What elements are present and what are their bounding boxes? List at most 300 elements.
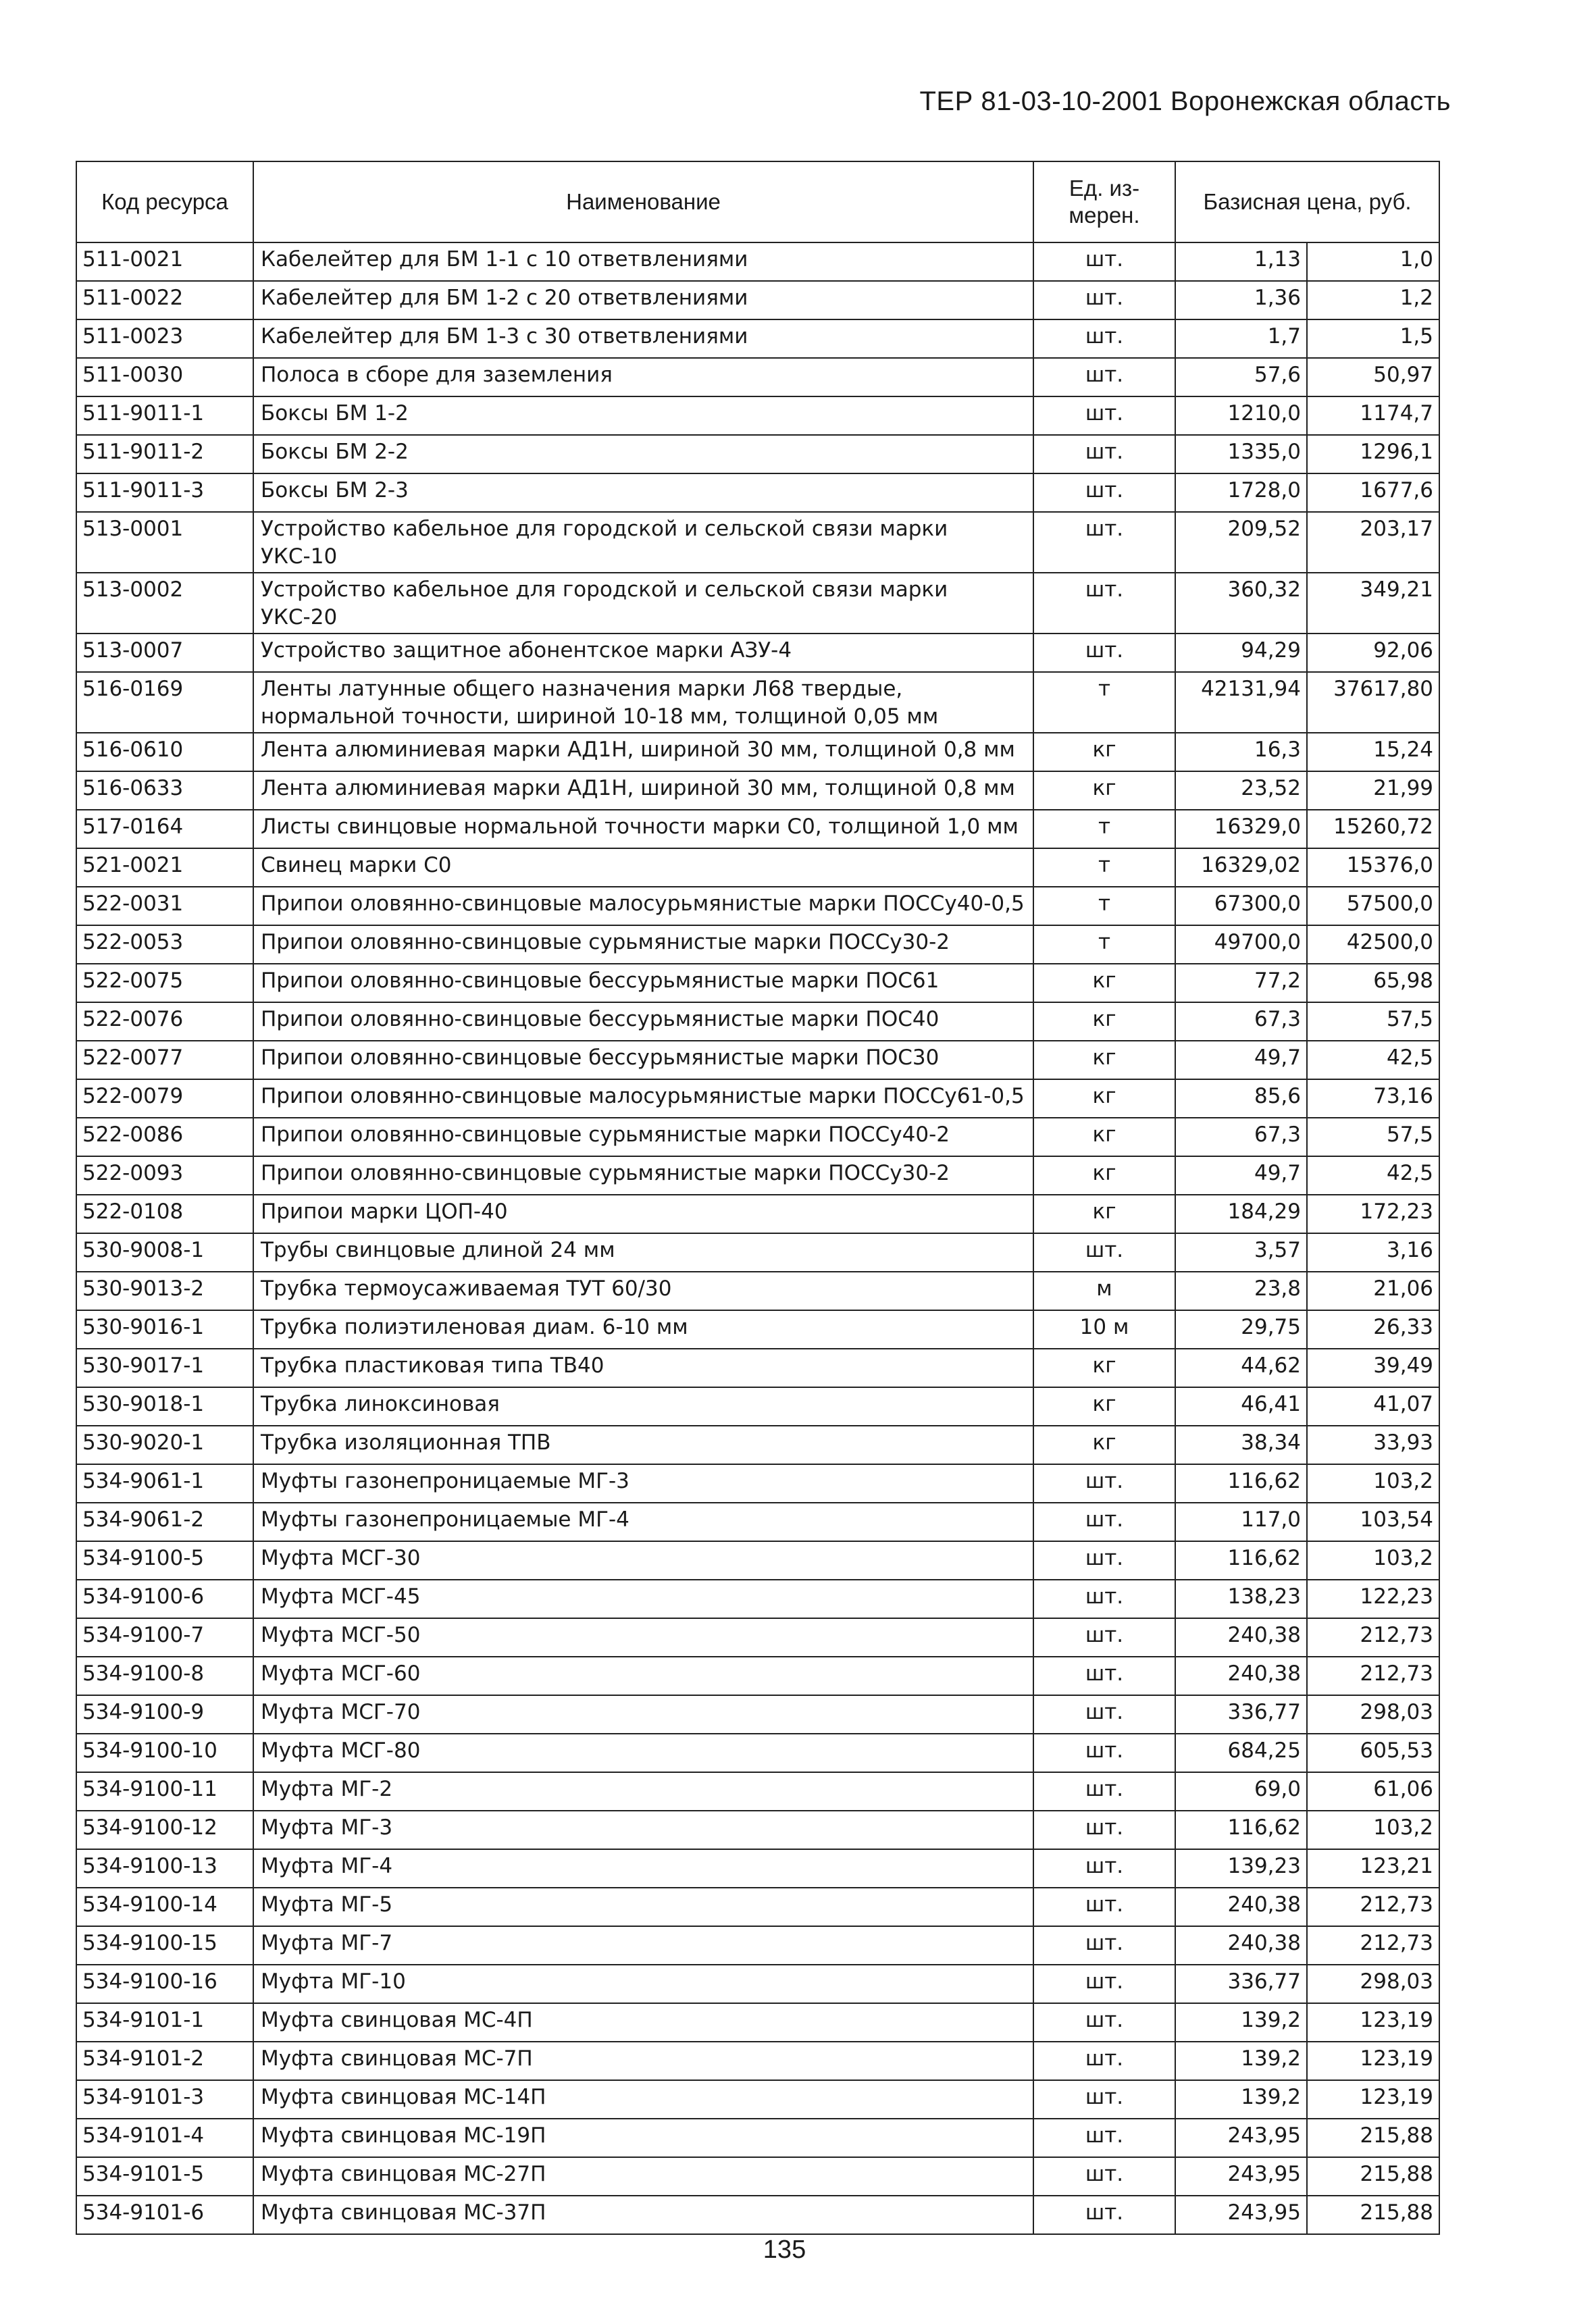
price-alt-cell: 42,5 <box>1307 1041 1439 1079</box>
item-name-cell: Муфта свинцовая МС-4П <box>253 2003 1033 2042</box>
unit-cell: кг <box>1033 1156 1175 1195</box>
resource-code-cell: 534-9100-14 <box>76 1888 253 1926</box>
price-cell: 23,52 <box>1175 771 1307 810</box>
price-cell: 1,13 <box>1175 242 1307 281</box>
table-row <box>76 1695 1439 1734</box>
resource-code-cell: 522-0079 <box>76 1079 253 1118</box>
resource-code-cell: 534-9100-6 <box>76 1580 253 1618</box>
price-cell: 117,0 <box>1175 1503 1307 1541</box>
item-name-cell: Муфты газонепроницаемые МГ-4 <box>253 1503 1033 1541</box>
table-row <box>76 810 1439 848</box>
price-cell: 49700,0 <box>1175 925 1307 964</box>
resource-code-cell: 530-9008-1 <box>76 1233 253 1272</box>
price-alt-cell: 57,5 <box>1307 1002 1439 1041</box>
resource-code-cell: 511-9011-3 <box>76 473 253 512</box>
price-cell: 67,3 <box>1175 1002 1307 1041</box>
table-row <box>76 2119 1439 2157</box>
unit-cell: шт. <box>1033 358 1175 396</box>
table-row <box>76 1618 1439 1657</box>
unit-cell: шт. <box>1033 1503 1175 1541</box>
price-alt-cell: 298,03 <box>1307 1965 1439 2003</box>
unit-cell: шт. <box>1033 242 1175 281</box>
price-alt-cell: 298,03 <box>1307 1695 1439 1734</box>
resource-code-cell: 534-9100-5 <box>76 1541 253 1580</box>
unit-cell: шт. <box>1033 1618 1175 1657</box>
price-cell: 49,7 <box>1175 1041 1307 1079</box>
price-cell: 1728,0 <box>1175 473 1307 512</box>
item-name-cell: Трубка термоусаживаемая ТУТ 60/30 <box>253 1272 1033 1310</box>
resource-code-cell: 522-0053 <box>76 925 253 964</box>
price-alt-cell: 172,23 <box>1307 1195 1439 1233</box>
price-alt-cell: 1,0 <box>1307 242 1439 281</box>
price-cell: 3,57 <box>1175 1233 1307 1272</box>
unit-cell: т <box>1033 848 1175 887</box>
unit-cell: м <box>1033 1272 1175 1310</box>
table-row <box>76 435 1439 473</box>
resource-code-cell: 516-0610 <box>76 733 253 771</box>
price-alt-cell: 1,5 <box>1307 319 1439 358</box>
price-alt-cell: 212,73 <box>1307 1618 1439 1657</box>
resource-code-cell: 530-9016-1 <box>76 1310 253 1349</box>
table-row <box>76 848 1439 887</box>
unit-cell: шт. <box>1033 1695 1175 1734</box>
price-cell: 184,29 <box>1175 1195 1307 1233</box>
price-cell: 69,0 <box>1175 1772 1307 1811</box>
resource-code-cell: 511-0022 <box>76 281 253 319</box>
table-row <box>76 473 1439 512</box>
price-alt-cell: 39,49 <box>1307 1349 1439 1387</box>
table-row <box>76 1464 1439 1503</box>
item-name-cell: Муфта МГ-7 <box>253 1926 1033 1965</box>
item-name-cell: Устройство защитное абонентское марки АЗУ-4 <box>253 634 1033 672</box>
item-name-cell: Муфта МСГ-80 <box>253 1734 1033 1772</box>
resource-code-cell: 534-9101-2 <box>76 2042 253 2080</box>
item-name-cell: Муфта свинцовая МС-27П <box>253 2157 1033 2196</box>
price-alt-cell: 212,73 <box>1307 1888 1439 1926</box>
resource-code-cell: 513-0002 <box>76 573 253 634</box>
unit-cell: 10 м <box>1033 1310 1175 1349</box>
price-alt-cell: 103,2 <box>1307 1464 1439 1503</box>
resource-code-cell: 534-9100-7 <box>76 1618 253 1657</box>
table-row <box>76 925 1439 964</box>
resource-code-cell: 516-0633 <box>76 771 253 810</box>
price-cell: 240,38 <box>1175 1657 1307 1695</box>
item-name-cell: Боксы БМ 2-2 <box>253 435 1033 473</box>
resource-code-cell: 511-0030 <box>76 358 253 396</box>
item-name-cell: Муфта МСГ-45 <box>253 1580 1033 1618</box>
column-header-unit: Ед. из- мерен. <box>1033 161 1175 242</box>
table-row <box>76 771 1439 810</box>
price-alt-cell: 122,23 <box>1307 1580 1439 1618</box>
resource-code-cell: 530-9020-1 <box>76 1426 253 1464</box>
resource-code-cell: 530-9017-1 <box>76 1349 253 1387</box>
price-alt-cell: 123,21 <box>1307 1849 1439 1888</box>
price-cell: 209,52 <box>1175 512 1307 573</box>
item-name-cell: Листы свинцовые нормальной точности марки С0, толщиной 1,0 мм <box>253 810 1033 848</box>
price-alt-cell: 349,21 <box>1307 573 1439 634</box>
price-alt-cell: 215,88 <box>1307 2196 1439 2234</box>
price-alt-cell: 61,06 <box>1307 1772 1439 1811</box>
table-row <box>76 1888 1439 1926</box>
resource-code-cell: 513-0007 <box>76 634 253 672</box>
unit-cell: кг <box>1033 1079 1175 1118</box>
item-name-cell: Лента алюминиевая марки АД1Н, шириной 30 мм, толщиной 0,8 мм <box>253 733 1033 771</box>
table-row <box>76 1734 1439 1772</box>
price-cell: 243,95 <box>1175 2157 1307 2196</box>
item-name-cell: Припои оловянно-свинцовые сурьмянистые марки ПОССу40-2 <box>253 1118 1033 1156</box>
item-name-cell: Муфта МГ-2 <box>253 1772 1033 1811</box>
unit-cell: шт. <box>1033 435 1175 473</box>
table-row <box>76 1772 1439 1811</box>
price-cell: 44,62 <box>1175 1349 1307 1387</box>
table-row <box>76 396 1439 435</box>
price-cell: 38,34 <box>1175 1426 1307 1464</box>
unit-cell: шт. <box>1033 319 1175 358</box>
unit-cell: шт. <box>1033 634 1175 672</box>
resource-code-cell: 534-9100-9 <box>76 1695 253 1734</box>
column-header-price: Базисная цена, руб. <box>1175 161 1439 242</box>
item-name-cell: Муфта свинцовая МС-37П <box>253 2196 1033 2234</box>
item-name-cell: Свинец марки С0 <box>253 848 1033 887</box>
resource-code-cell: 522-0077 <box>76 1041 253 1079</box>
item-name-cell: Устройство кабельное для городской и сельской связи марки УКС-20 <box>253 573 1033 634</box>
item-name-cell: Припои оловянно-свинцовые малосурьмянистые марки ПОССу40-0,5 <box>253 887 1033 925</box>
resource-code-cell: 511-9011-1 <box>76 396 253 435</box>
price-alt-cell: 37617,80 <box>1307 672 1439 733</box>
resource-code-cell: 534-9101-4 <box>76 2119 253 2157</box>
resource-code-cell: 516-0169 <box>76 672 253 733</box>
unit-cell: кг <box>1033 964 1175 1002</box>
table-row <box>76 964 1439 1002</box>
price-alt-cell: 42,5 <box>1307 1156 1439 1195</box>
table-row <box>76 1387 1439 1426</box>
price-cell: 49,7 <box>1175 1156 1307 1195</box>
price-alt-cell: 1296,1 <box>1307 435 1439 473</box>
item-name-cell: Муфты газонепроницаемые МГ-3 <box>253 1464 1033 1503</box>
item-name-cell: Муфта МСГ-60 <box>253 1657 1033 1695</box>
item-name-cell: Муфта свинцовая МС-7П <box>253 2042 1033 2080</box>
unit-cell: кг <box>1033 1387 1175 1426</box>
unit-cell: кг <box>1033 771 1175 810</box>
price-cell: 46,41 <box>1175 1387 1307 1426</box>
item-name-cell: Трубка полиэтиленовая диам. 6-10 мм <box>253 1310 1033 1349</box>
resource-code-cell: 534-9100-10 <box>76 1734 253 1772</box>
table-row <box>76 1811 1439 1849</box>
table-row <box>76 281 1439 319</box>
item-name-cell: Трубка изоляционная ТПВ <box>253 1426 1033 1464</box>
item-name-cell: Муфта МСГ-70 <box>253 1695 1033 1734</box>
resource-code-cell: 522-0031 <box>76 887 253 925</box>
resource-code-cell: 521-0021 <box>76 848 253 887</box>
unit-cell: шт. <box>1033 1965 1175 2003</box>
price-cell: 243,95 <box>1175 2196 1307 2234</box>
unit-cell: шт. <box>1033 573 1175 634</box>
resource-code-cell: 534-9100-16 <box>76 1965 253 2003</box>
table-header-row <box>76 161 1439 242</box>
column-header-name: Наименование <box>253 161 1033 242</box>
price-alt-cell: 203,17 <box>1307 512 1439 573</box>
price-alt-cell: 33,93 <box>1307 1426 1439 1464</box>
unit-cell: шт. <box>1033 1541 1175 1580</box>
table-row <box>76 1657 1439 1695</box>
price-alt-cell: 92,06 <box>1307 634 1439 672</box>
unit-cell: шт. <box>1033 2157 1175 2196</box>
resource-code-cell: 530-9013-2 <box>76 1272 253 1310</box>
unit-cell: шт. <box>1033 1811 1175 1849</box>
resource-code-cell: 511-0021 <box>76 242 253 281</box>
price-cell: 240,38 <box>1175 1888 1307 1926</box>
table-row <box>76 1041 1439 1079</box>
price-alt-cell: 21,99 <box>1307 771 1439 810</box>
price-alt-cell: 3,16 <box>1307 1233 1439 1272</box>
price-cell: 240,38 <box>1175 1926 1307 1965</box>
item-name-cell: Трубка линоксиновая <box>253 1387 1033 1426</box>
item-name-cell: Лента алюминиевая марки АД1Н, шириной 30 мм, толщиной 0,8 мм <box>253 771 1033 810</box>
item-name-cell: Муфта МСГ-30 <box>253 1541 1033 1580</box>
table-row <box>76 319 1439 358</box>
price-alt-cell: 212,73 <box>1307 1926 1439 1965</box>
table-row <box>76 1156 1439 1195</box>
price-cell: 67300,0 <box>1175 887 1307 925</box>
price-cell: 16,3 <box>1175 733 1307 771</box>
price-alt-cell: 57500,0 <box>1307 887 1439 925</box>
table-row <box>76 1426 1439 1464</box>
price-alt-cell: 73,16 <box>1307 1079 1439 1118</box>
price-alt-cell: 605,53 <box>1307 1734 1439 1772</box>
price-alt-cell: 26,33 <box>1307 1310 1439 1349</box>
item-name-cell: Боксы БМ 1-2 <box>253 396 1033 435</box>
price-alt-cell: 15260,72 <box>1307 810 1439 848</box>
price-cell: 1335,0 <box>1175 435 1307 473</box>
unit-cell: т <box>1033 925 1175 964</box>
item-name-cell: Муфта свинцовая МС-14П <box>253 2080 1033 2119</box>
table-row <box>76 512 1439 573</box>
table-row <box>76 887 1439 925</box>
resource-code-cell: 522-0075 <box>76 964 253 1002</box>
resource-code-cell: 517-0164 <box>76 810 253 848</box>
price-alt-cell: 42500,0 <box>1307 925 1439 964</box>
price-alt-cell: 215,88 <box>1307 2119 1439 2157</box>
table-row <box>76 2157 1439 2196</box>
price-cell: 1210,0 <box>1175 396 1307 435</box>
item-name-cell: Припои оловянно-свинцовые малосурьмянистые марки ПОССу61-0,5 <box>253 1079 1033 1118</box>
price-alt-cell: 1,2 <box>1307 281 1439 319</box>
unit-cell: т <box>1033 887 1175 925</box>
table-row <box>76 1310 1439 1349</box>
price-cell: 684,25 <box>1175 1734 1307 1772</box>
resource-code-cell: 522-0086 <box>76 1118 253 1156</box>
price-cell: 42131,94 <box>1175 672 1307 733</box>
unit-cell: шт. <box>1033 396 1175 435</box>
unit-cell: шт. <box>1033 1657 1175 1695</box>
item-name-cell: Боксы БМ 2-3 <box>253 473 1033 512</box>
table-row <box>76 1118 1439 1156</box>
resource-code-cell: 534-9101-3 <box>76 2080 253 2119</box>
price-cell: 139,2 <box>1175 2003 1307 2042</box>
table-row <box>76 733 1439 771</box>
item-name-cell: Муфта МГ-4 <box>253 1849 1033 1888</box>
item-name-cell: Трубка пластиковая типа ТВ40 <box>253 1349 1033 1387</box>
unit-cell: кг <box>1033 1195 1175 1233</box>
item-name-cell: Припои марки ЦОП-40 <box>253 1195 1033 1233</box>
item-name-cell: Ленты латунные общего назначения марки Л68 твердые, нормальной точности, шириной 10-18 мм, толщиной 0,05 мм <box>253 672 1033 733</box>
table-row <box>76 1079 1439 1118</box>
unit-cell: шт. <box>1033 1888 1175 1926</box>
resource-code-cell: 511-9011-2 <box>76 435 253 473</box>
item-name-cell: Кабелейтер для БМ 1-2 с 20 ответвлениями <box>253 281 1033 319</box>
unit-cell: шт. <box>1033 1233 1175 1272</box>
unit-cell: кг <box>1033 733 1175 771</box>
price-cell: 116,62 <box>1175 1811 1307 1849</box>
document-header: ТЕР 81-03-10-2001 Воронежская область <box>919 86 1451 116</box>
table-row <box>76 1849 1439 1888</box>
item-name-cell: Припои оловянно-свинцовые бессурьмянистые марки ПОС30 <box>253 1041 1033 1079</box>
unit-cell: кг <box>1033 1118 1175 1156</box>
unit-cell: шт. <box>1033 1772 1175 1811</box>
price-cell: 67,3 <box>1175 1118 1307 1156</box>
unit-cell: кг <box>1033 1426 1175 1464</box>
table-row <box>76 1503 1439 1541</box>
resource-code-cell: 534-9061-2 <box>76 1503 253 1541</box>
resource-code-cell: 522-0093 <box>76 1156 253 1195</box>
price-alt-cell: 123,19 <box>1307 2042 1439 2080</box>
price-alt-cell: 15,24 <box>1307 733 1439 771</box>
table-row <box>76 672 1439 733</box>
unit-cell: т <box>1033 810 1175 848</box>
price-cell: 139,2 <box>1175 2042 1307 2080</box>
resource-code-cell: 534-9101-1 <box>76 2003 253 2042</box>
unit-cell: шт. <box>1033 2080 1175 2119</box>
unit-cell: шт. <box>1033 2003 1175 2042</box>
resource-code-cell: 522-0108 <box>76 1195 253 1233</box>
unit-cell: кг <box>1033 1041 1175 1079</box>
unit-cell: шт. <box>1033 473 1175 512</box>
unit-cell: шт. <box>1033 1849 1175 1888</box>
item-name-cell: Устройство кабельное для городской и сельской связи марки УКС-10 <box>253 512 1033 573</box>
price-cell: 1,7 <box>1175 319 1307 358</box>
table-row <box>76 1233 1439 1272</box>
table-body <box>76 242 1439 2234</box>
table-row <box>76 1002 1439 1041</box>
item-name-cell: Полоса в сборе для заземления <box>253 358 1033 396</box>
price-cell: 29,75 <box>1175 1310 1307 1349</box>
table-row <box>76 2080 1439 2119</box>
price-alt-cell: 57,5 <box>1307 1118 1439 1156</box>
unit-cell: шт. <box>1033 2042 1175 2080</box>
unit-cell: шт. <box>1033 1580 1175 1618</box>
price-cell: 116,62 <box>1175 1541 1307 1580</box>
resource-code-cell: 522-0076 <box>76 1002 253 1041</box>
price-alt-cell: 50,97 <box>1307 358 1439 396</box>
resource-code-cell: 534-9100-15 <box>76 1926 253 1965</box>
item-name-cell: Муфта МСГ-50 <box>253 1618 1033 1657</box>
resource-code-cell: 534-9100-13 <box>76 1849 253 1888</box>
unit-cell: кг <box>1033 1349 1175 1387</box>
price-cell: 16329,0 <box>1175 810 1307 848</box>
price-alt-cell: 15376,0 <box>1307 848 1439 887</box>
price-cell: 139,23 <box>1175 1849 1307 1888</box>
item-name-cell: Кабелейтер для БМ 1-1 с 10 ответвлениями <box>253 242 1033 281</box>
table-row <box>76 634 1439 672</box>
column-header-code: Код ресурса <box>76 161 253 242</box>
table-row <box>76 1541 1439 1580</box>
table-row <box>76 2196 1439 2234</box>
table-row <box>76 242 1439 281</box>
price-cell: 57,6 <box>1175 358 1307 396</box>
price-cell: 77,2 <box>1175 964 1307 1002</box>
page-number: 135 <box>763 2236 806 2264</box>
table-row <box>76 1965 1439 2003</box>
item-name-cell: Муфта МГ-10 <box>253 1965 1033 2003</box>
resource-code-cell: 534-9100-12 <box>76 1811 253 1849</box>
table-row <box>76 1349 1439 1387</box>
price-table-container <box>76 161 1439 2235</box>
item-name-cell: Припои оловянно-свинцовые сурьмянистые марки ПОССу30-2 <box>253 925 1033 964</box>
resource-code-cell: 511-0023 <box>76 319 253 358</box>
price-alt-cell: 103,54 <box>1307 1503 1439 1541</box>
unit-cell: шт. <box>1033 2119 1175 2157</box>
resource-code-cell: 534-9061-1 <box>76 1464 253 1503</box>
price-alt-cell: 123,19 <box>1307 2003 1439 2042</box>
unit-cell: шт. <box>1033 281 1175 319</box>
item-name-cell: Муфта свинцовая МС-19П <box>253 2119 1033 2157</box>
item-name-cell: Кабелейтер для БМ 1-3 с 30 ответвлениями <box>253 319 1033 358</box>
resource-code-cell: 534-9100-8 <box>76 1657 253 1695</box>
table-row <box>76 1926 1439 1965</box>
price-alt-cell: 212,73 <box>1307 1657 1439 1695</box>
price-cell: 139,2 <box>1175 2080 1307 2119</box>
price-alt-cell: 215,88 <box>1307 2157 1439 2196</box>
price-cell: 138,23 <box>1175 1580 1307 1618</box>
unit-cell: шт. <box>1033 1734 1175 1772</box>
price-alt-cell: 65,98 <box>1307 964 1439 1002</box>
item-name-cell: Трубы свинцовые длиной 24 мм <box>253 1233 1033 1272</box>
resource-code-cell: 534-9101-6 <box>76 2196 253 2234</box>
price-cell: 336,77 <box>1175 1695 1307 1734</box>
price-alt-cell: 21,06 <box>1307 1272 1439 1310</box>
resource-code-cell: 530-9018-1 <box>76 1387 253 1426</box>
table-row <box>76 358 1439 396</box>
price-cell: 243,95 <box>1175 2119 1307 2157</box>
table-row <box>76 1580 1439 1618</box>
unit-cell: т <box>1033 672 1175 733</box>
price-cell: 16329,02 <box>1175 848 1307 887</box>
item-name-cell: Припои оловянно-свинцовые сурьмянистые марки ПОССу30-2 <box>253 1156 1033 1195</box>
item-name-cell: Припои оловянно-свинцовые бессурьмянистые марки ПОС61 <box>253 964 1033 1002</box>
price-cell: 360,32 <box>1175 573 1307 634</box>
item-name-cell: Муфта МГ-3 <box>253 1811 1033 1849</box>
price-cell: 240,38 <box>1175 1618 1307 1657</box>
table-row <box>76 2003 1439 2042</box>
table-row <box>76 573 1439 634</box>
unit-cell: кг <box>1033 1002 1175 1041</box>
unit-cell: шт. <box>1033 2196 1175 2234</box>
resource-code-cell: 534-9101-5 <box>76 2157 253 2196</box>
table-row <box>76 1195 1439 1233</box>
table-row <box>76 1272 1439 1310</box>
price-cell: 85,6 <box>1175 1079 1307 1118</box>
price-alt-cell: 103,2 <box>1307 1811 1439 1849</box>
price-alt-cell: 1174,7 <box>1307 396 1439 435</box>
item-name-cell: Муфта МГ-5 <box>253 1888 1033 1926</box>
price-alt-cell: 123,19 <box>1307 2080 1439 2119</box>
price-cell: 1,36 <box>1175 281 1307 319</box>
price-cell: 336,77 <box>1175 1965 1307 2003</box>
price-alt-cell: 41,07 <box>1307 1387 1439 1426</box>
price-alt-cell: 103,2 <box>1307 1541 1439 1580</box>
unit-cell: шт. <box>1033 512 1175 573</box>
unit-cell: шт. <box>1033 1464 1175 1503</box>
